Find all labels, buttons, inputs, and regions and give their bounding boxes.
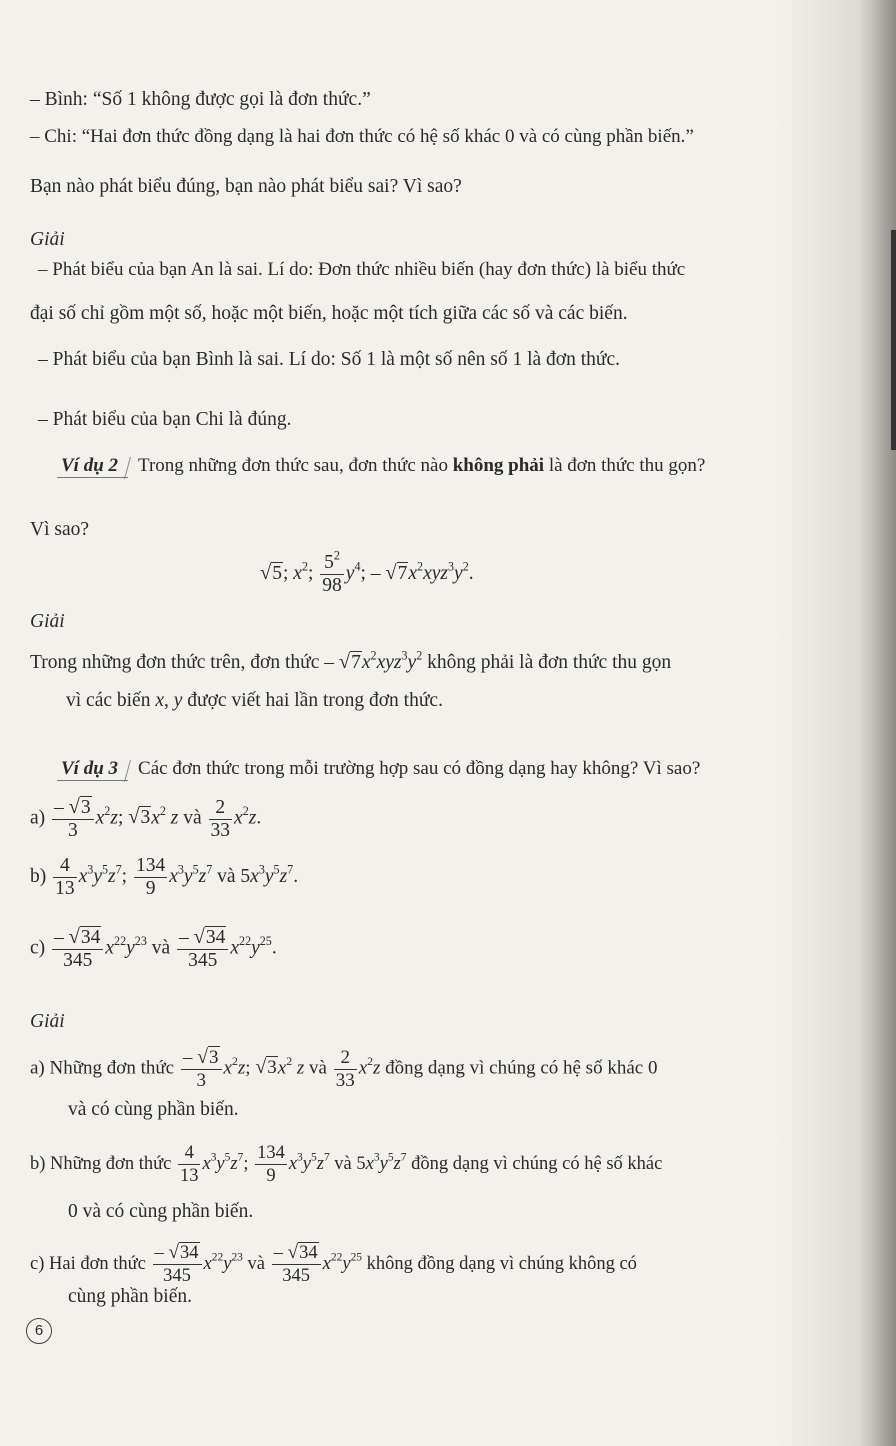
text-line xyxy=(66,689,443,713)
denominator xyxy=(255,1165,287,1187)
answer-a xyxy=(30,1046,657,1092)
text-run: 13 xyxy=(179,1166,199,1186)
exponent: 3 xyxy=(373,1151,380,1164)
text-run: – Phát biểu của bạn Bình là sai. Lí do: Số 1 là một số nên số 1 là đơn thức. xyxy=(38,349,620,370)
exercise-b xyxy=(30,855,298,900)
radicand: 34 xyxy=(299,1243,318,1263)
page-edge-shadow xyxy=(776,0,896,1446)
math-variable: z xyxy=(108,865,116,887)
radical-sign-icon: √ xyxy=(68,926,80,948)
square-root xyxy=(194,926,227,949)
text-run: c) xyxy=(30,937,51,959)
exponent: 4 xyxy=(354,559,361,574)
text-line xyxy=(38,348,620,372)
math-variable: z xyxy=(198,865,207,887)
text-run: ; xyxy=(243,1153,254,1174)
radical-sign-icon: √ xyxy=(255,1056,267,1079)
exponent: 2 xyxy=(231,1055,238,1069)
text-run: 33 xyxy=(210,819,231,841)
square-root xyxy=(385,561,408,586)
example-label: Ví dụ 2 xyxy=(57,455,128,478)
text-run: b) Những đơn thức xyxy=(30,1153,176,1174)
math-variable: z xyxy=(165,807,179,829)
text-run: đại số chỉ gồm một số, hoặc một biến, hoặc một tích giữa các số và các biến. xyxy=(30,303,628,324)
math-variable: y xyxy=(264,865,274,887)
denominator xyxy=(181,1070,222,1092)
exponent: 2 xyxy=(416,648,423,663)
denominator xyxy=(177,950,228,972)
math-variable: xyz xyxy=(423,562,448,584)
denominator xyxy=(209,820,233,842)
math-variable: z xyxy=(230,1153,238,1174)
text-run: a) xyxy=(30,807,51,829)
math-variable: y xyxy=(342,1253,351,1274)
text-run: ; xyxy=(307,562,319,584)
radicand: 3 xyxy=(209,1047,219,1068)
text-run: ; – xyxy=(360,562,386,584)
square-root xyxy=(288,1242,319,1264)
italic-text: Giải xyxy=(30,1011,65,1032)
text-line xyxy=(30,175,462,199)
text-run: 9 xyxy=(145,878,156,899)
math-variable: x xyxy=(361,652,371,673)
answer-c xyxy=(30,1242,637,1287)
exponent: 3 xyxy=(87,862,94,877)
radical-sign-icon: √ xyxy=(385,561,397,584)
exponent: 7 xyxy=(115,862,122,877)
text-line xyxy=(30,125,694,149)
text-run: và 5 xyxy=(212,865,251,887)
text-run: – xyxy=(54,927,69,948)
numerator xyxy=(255,1142,287,1165)
numerator xyxy=(320,548,344,575)
exponent: 3 xyxy=(177,862,184,877)
text-run: c) Hai đơn thức xyxy=(30,1253,151,1274)
fraction xyxy=(52,926,103,972)
text-line xyxy=(30,88,371,112)
denominator xyxy=(52,820,94,842)
math-variable: z xyxy=(237,1057,246,1079)
exponent: 3 xyxy=(401,648,408,663)
radical-sign-icon: √ xyxy=(68,796,80,818)
answer-b xyxy=(30,1142,662,1187)
math-variable: z xyxy=(110,807,118,829)
text-line xyxy=(30,302,628,326)
text-run: đồng dạng vì chúng có hệ số khác 0 xyxy=(380,1057,658,1079)
exponent: 5 xyxy=(273,862,280,877)
numerator xyxy=(134,855,167,878)
text-run: 5 xyxy=(324,552,334,573)
exponent: 25 xyxy=(350,1251,363,1264)
radicand: 3 xyxy=(267,1057,277,1079)
exponent: 7 xyxy=(400,1151,407,1164)
math-variable: x xyxy=(277,1057,287,1079)
radical-sign-icon: √ xyxy=(128,806,140,829)
text-run: và xyxy=(304,1057,332,1079)
exponent: 5 xyxy=(224,1151,231,1164)
text-run: 134 xyxy=(257,1143,285,1163)
exercise-a xyxy=(30,796,261,842)
math-variable: x xyxy=(288,1153,298,1174)
text-run: và 5 xyxy=(329,1153,366,1174)
square-root xyxy=(339,650,362,675)
text-run: . xyxy=(256,807,262,829)
denominator xyxy=(334,1070,357,1092)
text-run: 3 xyxy=(67,820,78,841)
math-variable: z xyxy=(373,1057,381,1079)
math-variable: x xyxy=(151,807,160,829)
math-variable: z xyxy=(393,1153,401,1174)
radical-sign-icon: √ xyxy=(338,651,351,673)
fraction xyxy=(181,1046,222,1092)
math-variable: x xyxy=(250,865,259,887)
math-variable: x xyxy=(230,937,240,959)
square-root xyxy=(128,805,151,830)
text-run: là đơn thức thu gọn? xyxy=(544,455,706,476)
math-variable: x xyxy=(78,865,88,887)
math-variable: y xyxy=(93,865,102,887)
math-variable: y xyxy=(173,690,183,711)
radical-sign-icon: √ xyxy=(168,1242,180,1263)
exponent: 5 xyxy=(192,862,199,877)
math-variable: x xyxy=(293,562,302,584)
math-variable: x xyxy=(365,1153,374,1174)
text-run: . xyxy=(293,865,299,887)
math-variable: x xyxy=(223,1057,232,1079)
text-run: 0 và có cùng phần biến. xyxy=(68,1201,254,1222)
text-run: . xyxy=(271,937,277,959)
exponent: 2 xyxy=(333,548,340,563)
exponent: 2 xyxy=(370,648,377,663)
text-run: – xyxy=(182,1047,198,1068)
text-run: – xyxy=(179,927,194,948)
radicand: 7 xyxy=(351,652,361,673)
exponent: 7 xyxy=(206,862,213,877)
text-run: và xyxy=(242,1253,270,1274)
example-label: Ví dụ 3 xyxy=(57,758,128,781)
math-variable: z xyxy=(292,1057,305,1079)
fraction xyxy=(53,855,77,900)
radicand: 3 xyxy=(80,797,91,818)
text-run: 345 xyxy=(63,950,93,971)
exponent: 22 xyxy=(114,934,127,949)
square-root xyxy=(69,926,102,949)
math-variable: y xyxy=(216,1153,225,1174)
math-variable: x xyxy=(202,1153,211,1174)
section-heading-giai xyxy=(30,228,65,252)
text-run: được viết hai lần trong đơn thức. xyxy=(182,690,443,711)
text-run: – Chi: “Hai đơn thức đồng dạng là hai đơn thức có hệ số khác 0 và có cùng phần biến.” xyxy=(30,126,694,147)
text-run: 345 xyxy=(188,950,218,971)
square-root xyxy=(197,1046,219,1069)
fraction xyxy=(334,1047,357,1092)
text-run: ; xyxy=(282,562,294,584)
fraction xyxy=(153,1242,202,1287)
math-variable: x xyxy=(234,807,243,829)
exponent: 2 xyxy=(104,804,111,819)
exponent: 23 xyxy=(134,934,147,949)
exponent: 2 xyxy=(417,559,424,574)
radical-sign-icon: √ xyxy=(193,926,205,948)
math-variable: y xyxy=(126,937,135,959)
numerator xyxy=(177,926,228,950)
denominator xyxy=(53,878,77,900)
numerator xyxy=(153,1242,202,1265)
fraction xyxy=(272,1242,321,1287)
text-run: không phải là đơn thức thu gọn xyxy=(422,652,672,673)
text-run: không đồng dạng vì chúng không có xyxy=(362,1253,637,1274)
radicand: 7 xyxy=(397,562,408,584)
numerator xyxy=(209,797,233,820)
exponent: 5 xyxy=(311,1151,317,1164)
text-run: 13 xyxy=(55,878,75,899)
text-line xyxy=(30,518,89,542)
exponent: 22 xyxy=(211,1251,224,1264)
fraction xyxy=(134,855,167,900)
text-run: và xyxy=(146,937,176,959)
numerator xyxy=(272,1242,321,1265)
math-variable: y xyxy=(454,562,463,584)
radicand: 34 xyxy=(180,1243,199,1263)
square-root xyxy=(168,1242,199,1264)
text-run: và xyxy=(178,807,207,829)
text-line xyxy=(38,408,291,432)
text-run: ; xyxy=(245,1057,256,1079)
square-root xyxy=(260,561,283,586)
text-run: 2 xyxy=(340,1046,350,1068)
text-run: Trong những đơn thức trên, đơn thức – xyxy=(30,652,339,673)
exponent: 7 xyxy=(237,1151,244,1164)
text-run: 134 xyxy=(135,855,166,876)
square-root xyxy=(255,1055,277,1080)
italic-text: Giải xyxy=(30,611,65,632)
binding-edge xyxy=(891,230,896,450)
math-variable: x xyxy=(408,562,418,584)
text-run: và có cùng phần biến. xyxy=(68,1099,239,1120)
radicand: 5 xyxy=(272,562,282,584)
text-run: ; xyxy=(121,865,132,887)
numerator xyxy=(53,855,77,878)
exponent: 22 xyxy=(239,934,252,949)
text-line xyxy=(30,650,671,675)
radicand: 34 xyxy=(205,927,226,948)
math-variable: x xyxy=(95,807,105,829)
text-line xyxy=(38,258,685,282)
numerator xyxy=(334,1047,357,1070)
formula-line xyxy=(260,548,474,597)
numerator xyxy=(178,1142,201,1165)
radicand: 34 xyxy=(80,927,101,948)
exponent: 2 xyxy=(286,1055,293,1069)
exponent: 3 xyxy=(210,1151,217,1164)
math-variable: x xyxy=(203,1253,212,1274)
exponent: 2 xyxy=(462,559,469,574)
text-run: 2 xyxy=(215,796,226,818)
math-variable: x xyxy=(155,690,164,711)
denominator xyxy=(52,950,103,972)
text-run: Các đơn thức trong mỗi trường hợp sau có đồng dạng hay không? Vì sao? xyxy=(138,758,701,779)
radical-sign-icon: √ xyxy=(260,561,272,584)
text-run: 9 xyxy=(266,1166,276,1186)
exponent: 3 xyxy=(297,1151,303,1164)
math-variable: z xyxy=(316,1153,324,1174)
example-2-prompt xyxy=(57,454,705,478)
math-variable: xyz xyxy=(376,652,402,673)
text-run: 345 xyxy=(163,1266,191,1286)
text-run: 4 xyxy=(184,1143,194,1163)
section-heading-giai xyxy=(30,1010,65,1034)
bold-text: không phải xyxy=(452,455,545,476)
denominator xyxy=(178,1165,201,1187)
radicand: 3 xyxy=(140,807,151,829)
radical-sign-icon: √ xyxy=(197,1046,209,1068)
text-run: ; xyxy=(117,807,129,829)
exercise-c xyxy=(30,926,277,972)
exponent: 2 xyxy=(367,1055,374,1069)
denominator xyxy=(320,575,344,597)
text-run: 345 xyxy=(282,1266,311,1286)
text-run: , xyxy=(164,690,174,711)
math-variable: y xyxy=(302,1153,311,1174)
italic-text: Giải xyxy=(30,229,65,250)
section-heading-giai xyxy=(30,610,65,634)
math-variable: y xyxy=(223,1253,232,1274)
exponent: 7 xyxy=(323,1151,330,1164)
math-variable: y xyxy=(379,1153,388,1174)
text-run: 4 xyxy=(60,855,70,876)
exponent: 2 xyxy=(242,804,249,819)
math-variable: x xyxy=(358,1057,368,1079)
math-variable: x xyxy=(105,937,115,959)
exponent: 2 xyxy=(159,804,166,819)
radical-sign-icon: √ xyxy=(287,1242,299,1263)
numerator xyxy=(181,1046,222,1070)
text-run: Bạn nào phát biểu đúng, bạn nào phát biểu sai? Vì sao? xyxy=(30,176,462,197)
text-run: vì các biến xyxy=(66,690,156,711)
exponent: 2 xyxy=(301,559,308,574)
text-line xyxy=(68,1200,253,1224)
fraction xyxy=(320,548,344,597)
math-variable: x xyxy=(322,1253,331,1274)
square-root xyxy=(69,796,92,819)
text-run: Trong những đơn thức sau, đơn thức nào xyxy=(138,455,453,476)
denominator xyxy=(153,1265,202,1287)
fraction xyxy=(52,796,94,842)
text-run: Vì sao? xyxy=(30,519,90,540)
math-variable: y xyxy=(183,865,193,887)
exponent: 7 xyxy=(287,862,294,877)
denominator xyxy=(272,1265,321,1287)
exponent: 3 xyxy=(448,559,455,574)
fraction xyxy=(178,1142,201,1187)
text-run: 33 xyxy=(335,1069,355,1091)
numerator xyxy=(52,796,94,820)
text-run: – Phát biểu của bạn Chi là đúng. xyxy=(38,409,292,430)
numerator xyxy=(52,926,103,950)
text-run: đồng dạng vì chúng có hệ số khác xyxy=(406,1153,663,1174)
exponent: 22 xyxy=(330,1251,343,1264)
fraction xyxy=(177,926,228,972)
text-run: 98 xyxy=(322,575,342,596)
exponent: 5 xyxy=(101,862,109,877)
text-run: 3 xyxy=(196,1070,206,1091)
math-variable: y xyxy=(251,937,260,959)
text-run: – Bình: “Số 1 không được gọi là đơn thức.” xyxy=(30,89,371,110)
math-variable: z xyxy=(279,865,288,887)
exponent: 25 xyxy=(259,934,272,949)
text-line xyxy=(68,1098,239,1122)
text-run: . xyxy=(468,562,474,584)
text-line xyxy=(68,1285,192,1309)
text-run: – xyxy=(54,797,69,818)
text-run: – xyxy=(273,1243,288,1263)
fraction xyxy=(255,1142,287,1187)
denominator xyxy=(134,878,167,900)
fraction xyxy=(209,797,233,842)
page-number: 6 xyxy=(26,1318,52,1344)
text-run: cùng phần biến. xyxy=(68,1286,193,1307)
exponent: 23 xyxy=(231,1251,243,1264)
exponent: 3 xyxy=(258,862,265,877)
text-run: b) xyxy=(30,865,52,887)
math-variable: y xyxy=(345,562,355,584)
exponent: 5 xyxy=(387,1151,394,1164)
text-run: – Phát biểu của bạn An là sai. Lí do: Đơn thức nhiều biến (hay đơn thức) là biểu thức xyxy=(38,259,686,280)
text-run: – xyxy=(154,1243,169,1263)
math-variable: y xyxy=(407,652,417,673)
math-variable: x xyxy=(169,865,178,887)
math-variable: z xyxy=(248,807,257,829)
example-3-prompt xyxy=(57,757,700,781)
text-run: a) Những đơn thức xyxy=(30,1057,179,1079)
